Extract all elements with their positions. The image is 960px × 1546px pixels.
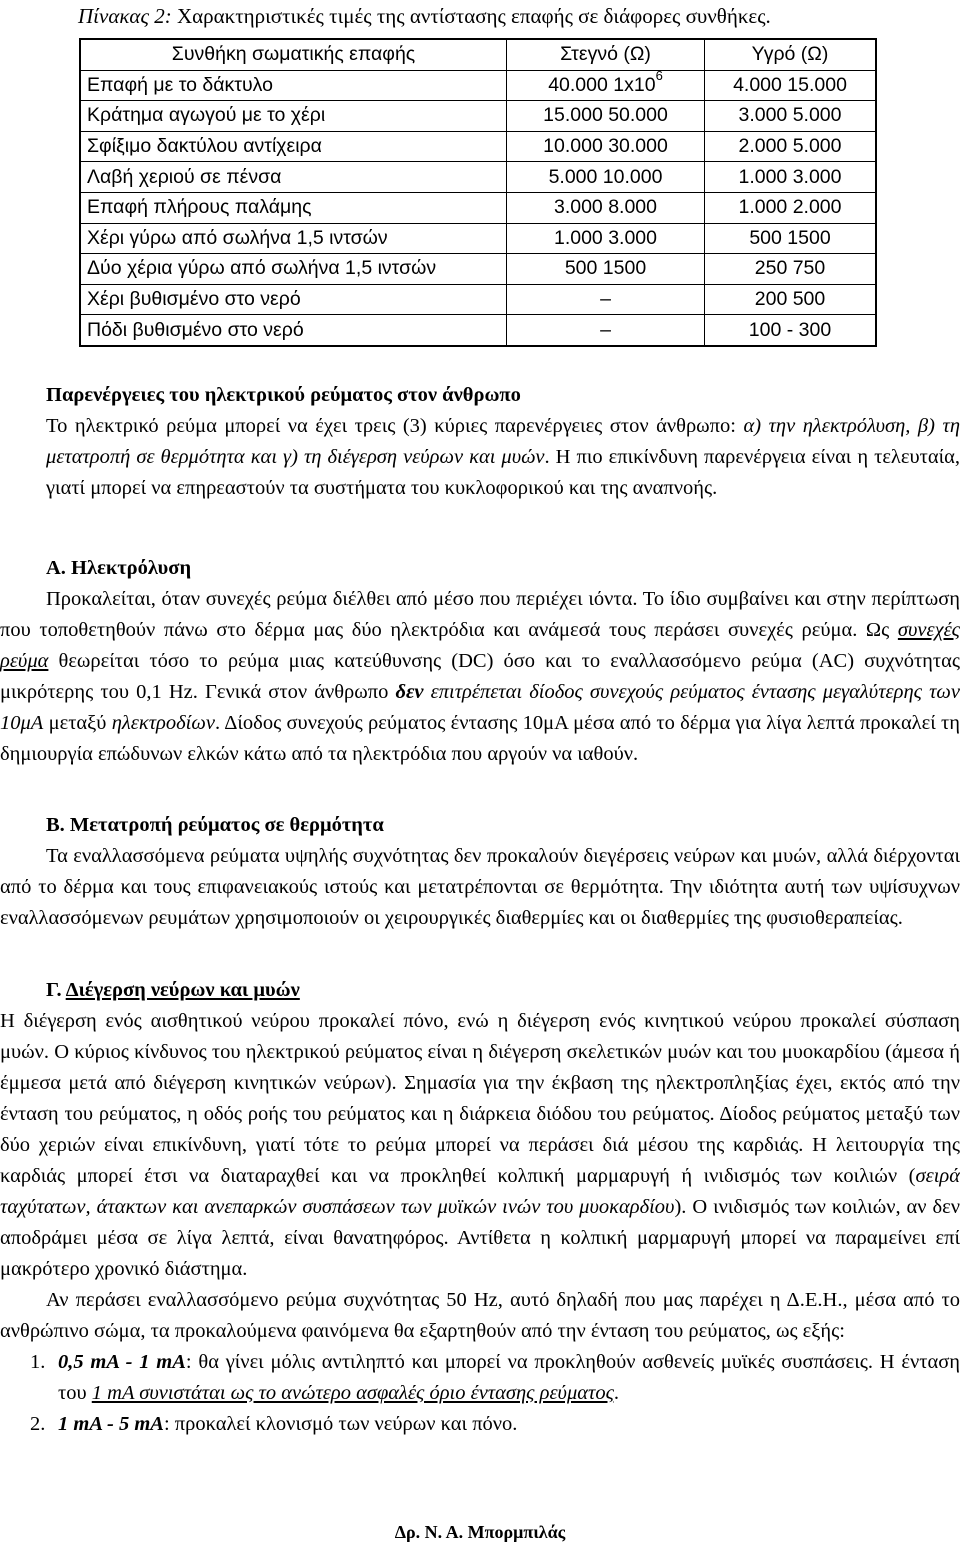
table-row: [81, 132, 875, 163]
cell-dry: 10.000 30.000: [507, 132, 705, 163]
table-row: [81, 224, 875, 255]
cell-dry: 15.000 50.000: [507, 101, 705, 132]
list-item: [0, 1347, 960, 1409]
cell-dry: 5.000 10.000: [507, 162, 705, 193]
cell-wet: 250 750: [705, 254, 875, 285]
excitation-text-1: Η διέγερση ενός αισθητικού νεύρου προκαλεί πόνο, ενώ η διέγερση ενός κινητικού νεύρου προκαλεί σύσπαση μυών. Ο κύριος κίνδυνος του ηλεκτρικού ρεύματος είναι η διέγερση σκελετικών μυών και του μυοκαρδίου (άμεσα ή έμμεσα μετά από διέγερση κινητικών νεύρων). Σημασία για την έκβαση της ηλεκτροπληξίας έχει, εκτός από την ένταση του ρεύματος, η οδός ροής του ρεύματος και η διάρκεια διόδου του ρεύματος. Δίοδος ρεύματος μεταξύ των δύο χεριών είναι επικίνδυνη, γιατί τότε το ρεύμα μπορεί να περάσει διά μέσου της καρδιάς. Η λειτουργία της καρδιάς μπορεί έτσι να διαταραχθεί και να προκληθεί κολπική μαρμαρυγή ή ινιδισμός των κοιλιών (: [0, 1010, 960, 1187]
cell-condition: Σφίξιμο δακτύλου αντίχειρα: [81, 132, 507, 163]
excitation-paragraph-2: Αν περάσει εναλλασσόμενο ρεύμα συχνότητας 50 Hz, αυτό δηλαδή που μας παρέχει η Δ.Ε.Η., μέσα από το ανθρώπινο σώμα, τα προκαλούμενα φαινόμενα θα εξαρτηθούν από την ένταση του ρεύματος, ως εξής:: [0, 1289, 960, 1342]
table-caption: [78, 2, 771, 30]
list-item-number: 1.: [30, 1351, 46, 1373]
excitation-heading-main: Διέγερση νεύρων και μυών: [65, 979, 300, 1001]
list-item-end: .: [613, 1382, 620, 1404]
electrolysis-text-8: . Δίοδος συνεχούς ρεύματος έντασης 10μA μέσα από το δέρμα για λίγα λεπτά προκαλεί τη δημιουργία επώδυνων ελκών κάτω από τα ηλεκτρόδια που αργούν να ιαθούν.: [0, 712, 960, 765]
electrolysis-electrodes: ηλεκτροδίων: [111, 712, 215, 734]
list-item-safe-limit: 1 mA συνιστάται ως το ανώτερο ασφαλές όριο έντασης ρεύματος: [91, 1382, 614, 1404]
cell-dry-exponent: 6: [655, 68, 663, 84]
cell-dry: 1.000 3.000: [507, 224, 705, 255]
electrolysis-limit: επιτρέπεται δίοδος συνεχούς ρεύματος έντασης μεγαλύτερης των 10μA: [0, 681, 960, 734]
contact-resistance-table: [79, 38, 877, 347]
heat-paragraph: Τα εναλλασσόμενα ρεύματα υψηλής συχνότητας δεν προκαλούν διεγέρσεις νεύρων και μυών, αλλά διέρχονται από το δέρμα και τους επιφανειακούς ιστούς και μετατρέπονται σε θερμότητα. Την ιδιότητα αυτή των υψίσυχνων εναλλασσόμενων ρευμάτων χρησιμοποιούν οι χειρουργικές διαθερμίες και οι διαθερμίες της φυσιοθεραπείας.: [0, 845, 960, 929]
cell-wet: 1.000 3.000: [705, 162, 875, 193]
cell-wet: 200 500: [705, 285, 875, 316]
heat-heading: Β. Μετατροπή ρεύματος σε θερμότητα: [46, 814, 384, 836]
cell-wet: 1.000 2.000: [705, 193, 875, 224]
header-dry: Στεγνό (Ω): [507, 40, 705, 71]
cell-dry-dash: –: [507, 315, 705, 345]
electrolysis-emph-not: δεν: [395, 681, 424, 703]
electrolysis-text-1: Προκαλείται, όταν συνεχές ρεύμα διέλθει από μέσο που περιέχει ιόντα. Το ίδιο συμβαίνει και στην περίπτωση που τοποθετηθούν πάνω στο δέρμα μας δύο ηλεκτρόδια και ανάμεσά τους περάσει συνεχές ρεύμα. Ως: [0, 588, 960, 641]
list-item-range: 1 mA - 5 mA: [58, 1413, 164, 1435]
excitation-paragraph: [0, 1006, 960, 1285]
cell-dry-dash: –: [507, 285, 705, 316]
excitation-text-3: ). Ο ινιδισμός των κοιλιών, αν δεν αποδράμει μέσα σε λίγα λεπτά, είναι θανατηφόρος. Αντίθετα η κολπική μαρμαρυγή μπορεί να παραμείνει επί μακρότερο χρονικό διάστημα.: [0, 1196, 960, 1280]
header-condition: Συνθήκη σωματικής επαφής: [81, 40, 507, 71]
table-row: [81, 254, 875, 285]
list-item-text: : προκαλεί κλονισμό των νεύρων και πόνο.: [163, 1413, 518, 1435]
cell-dry: [507, 68, 705, 102]
table-row: [81, 285, 875, 316]
excitation-heading-prefix: Γ.: [46, 979, 66, 1001]
cell-condition: Επαφή με το δάκτυλο: [81, 71, 507, 102]
cell-condition: Κράτημα αγωγού με το χέρι: [81, 101, 507, 132]
table-row: [81, 101, 875, 132]
cell-wet: 4.000 15.000: [705, 71, 875, 102]
electrolysis-text-3: θεωρείται τόσο το ρεύμα μιας κατεύθυνσης (DC) όσο και το εναλλασσόμενο ρεύμα (AC) συχνότητας μικρότερης του 0,1 Hz. Γενικά στον άνθρωπο: [0, 650, 960, 703]
excitation-fibrillation-def: σειρά ταχύτατων, άτακτων και ανεπαρκών συσπάσεων των μυϊκών ινών του μυοκαρδίου: [0, 1165, 960, 1218]
cell-condition: Λαβή χεριού σε πένσα: [81, 162, 507, 193]
effects-paragraph: [0, 411, 960, 504]
table-header-row: [81, 40, 875, 71]
cell-dry-value: 40.000 1x10: [548, 73, 656, 96]
list-item-range: 0,5 mA - 1 mA: [58, 1351, 186, 1373]
electrolysis-text-6: μεταξύ: [43, 712, 112, 734]
cell-condition: Χέρι βυθισμένο στο νερό: [81, 285, 507, 316]
author-footer: Δρ. Ν. Α. Μπορμπιλάς: [394, 1522, 566, 1542]
table-row: [81, 162, 875, 193]
caption-text: Χαρακτηριστικές τιμές της αντίστασης επαφής σε διάφορες συνθήκες.: [171, 4, 771, 28]
heat-section: [0, 810, 960, 934]
table-row: [81, 315, 875, 345]
list-item-number: 2.: [30, 1413, 46, 1435]
list-item-text: : θα γίνει μόλις αντιληπτό και μπορεί να προκληθούν ασθενείς μυϊκές συσπάσεις. Η ένταση του: [58, 1351, 960, 1404]
list-item: [0, 1409, 960, 1440]
effects-section: [0, 380, 960, 504]
cell-wet: 3.000 5.000: [705, 101, 875, 132]
cell-wet: 100 - 300: [748, 318, 832, 341]
excitation-heading: [0, 975, 960, 1006]
current-effects-list: [0, 1347, 960, 1440]
cell-condition: Χέρι γύρω από σωλήνα 1,5 ιντσών: [81, 224, 507, 255]
electrolysis-paragraph: [0, 584, 960, 770]
electrolysis-heading: Α. Ηλεκτρόλυση: [46, 557, 192, 579]
cell-dry: 3.000 8.000: [507, 193, 705, 224]
caption-prefix: Πίνακας 2:: [78, 4, 172, 28]
effects-text-a: Το ηλεκτρικό ρεύμα μπορεί να έχει τρεις (3) κύριες παρενέργειες στον άνθρωπο:: [46, 415, 744, 437]
cell-condition: Πόδι βυθισμένο στο νερό: [81, 315, 507, 345]
electrolysis-section: [0, 553, 960, 770]
cell-condition: Δύο χέρια γύρω από σωλήνα 1,5 ιντσών: [81, 254, 507, 285]
electrolysis-term-dc: συνεχές ρεύμα: [0, 619, 960, 672]
effects-heading: Παρενέργειες του ηλεκτρικού ρεύματος στον άνθρωπο: [46, 384, 521, 406]
table-row: [81, 193, 875, 224]
table-row: [81, 71, 875, 102]
header-wet: Υγρό (Ω): [705, 40, 875, 71]
cell-dry: 500 1500: [507, 254, 705, 285]
effects-text-c: . Η πιο επικίνδυνη παρενέργεια είναι η τελευταία, γιατί μπορεί να επηρεαστούν τα συστήματα του κυκλοφορικού και της αναπνοής.: [46, 446, 960, 499]
cell-wet: 2.000 5.000: [705, 132, 875, 163]
excitation-section: [0, 975, 960, 1440]
effects-text-list: α) την ηλεκτρόλυση, β) τη μετατροπή σε θερμότητα και γ) τη διέγερση νεύρων και μυών: [46, 415, 960, 468]
cell-condition: Επαφή πλήρους παλάμης: [81, 193, 507, 224]
cell-wet: 500 1500: [705, 224, 875, 255]
